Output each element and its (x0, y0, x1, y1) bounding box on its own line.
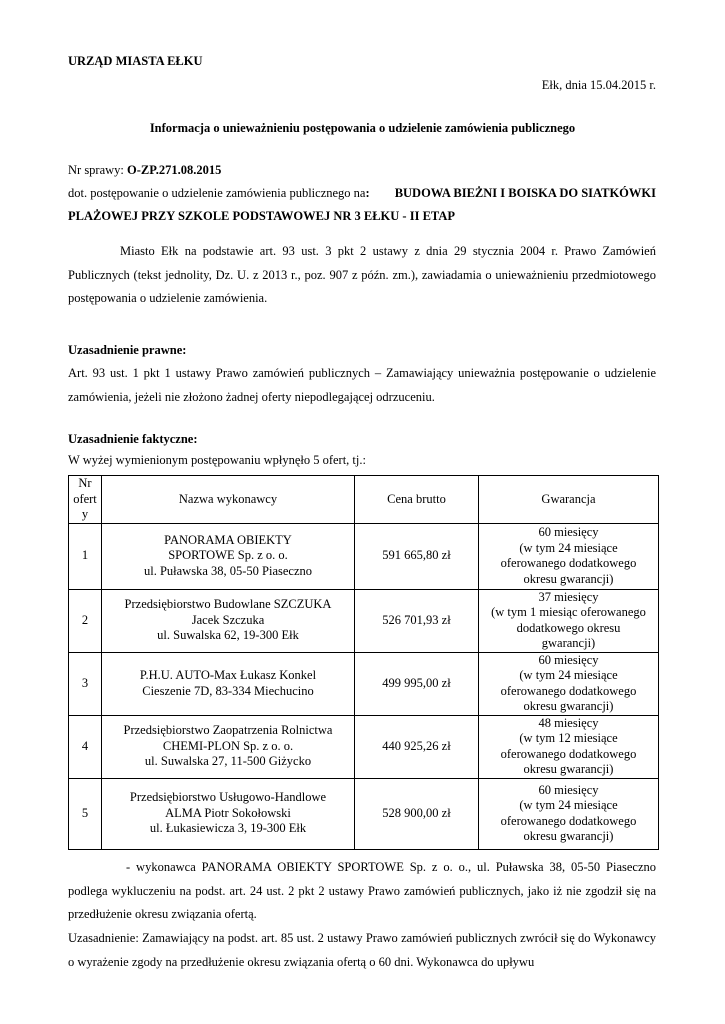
contractor-name: Przedsiębiorstwo Budowlane SZCZUKA Jacek Szczuka ul. Suwalska 62, 19-300 Ełk (102, 589, 355, 652)
offer-number: 1 (69, 523, 102, 589)
document-title: Informacja o unieważnieniu postępowania o udzielenie zamówienia publicznego (149, 121, 576, 135)
case-subject-prefix: dot. postępowanie o udzielenie zamówienia publicznego na (68, 186, 366, 200)
contractor-name: Przedsiębiorstwo Zaopatrzenia Rolnictwa CHEMI-PLON Sp. z o. o. ul. Suwalska 27, 11-500 Giżycko (102, 715, 355, 778)
offers-table (68, 475, 659, 850)
warranty: 60 miesięcy (w tym 24 miesiące oferowanego dodatkowego okresu gwarancji) (479, 523, 659, 589)
gross-price: 528 900,00 zł (355, 778, 479, 849)
legal-heading: Uzasadnienie prawne: (68, 343, 187, 357)
warranty: 60 miesięcy (w tym 24 miesiące oferowanego dodatkowego okresu gwarancji) (479, 778, 659, 849)
place-date: Ełk, dnia 15.04.2015 r. (541, 78, 656, 92)
warranty: 37 miesięcy (w tym 1 miesiąc oferowanego dodatkowego okresu gwarancji) (479, 589, 659, 652)
factual-heading: Uzasadnienie faktyczne: (68, 432, 198, 446)
contractor-name: Przedsiębiorstwo Usługowo-Handlowe ALMA Piotr Sokołowski ul. Łukasiewicza 3, 19-300 Ełk (102, 778, 355, 849)
warranty: 48 miesięcy (w tym 12 miesiące oferowanego dodatkowego okresu gwarancji) (479, 715, 659, 778)
gross-price: 499 995,00 zł (355, 652, 479, 715)
header-contractor-name: Nazwa wykonawcy (102, 476, 355, 524)
header-warranty: Gwarancja (479, 476, 659, 524)
justification-paragraph: Uzasadnienie: Zamawiający na podst. art. 85 ust. 2 ustawy Prawo zamówień publicznych zwrócił się do Wykonawcy o wyrażenie zgody na przedłużenie okresu związania ofertą o 60 dni. Wykonawca do upływu (68, 931, 656, 969)
gross-price: 440 925,26 zł (355, 715, 479, 778)
gross-price: 591 665,80 zł (355, 523, 479, 589)
contractor-name: PANORAMA OBIEKTY SPORTOWE Sp. z o. o. ul. Puławska 38, 05-50 Piaseczno (102, 523, 355, 589)
header-offer-number: Nr ofert y (69, 476, 102, 524)
office-name: URZĄD MIASTA EŁKU (68, 54, 203, 68)
case-subject-line (68, 186, 370, 201)
table-row (69, 715, 659, 778)
case-number-label: Nr sprawy: (68, 163, 128, 177)
offer-number: 3 (69, 652, 102, 715)
table-row (69, 589, 659, 652)
case-subject-line2: PLAŻOWEJ PRZY SZKOLE PODSTAWOWEJ NR 3 EŁKU - II ETAP (68, 209, 455, 223)
offer-number: 5 (69, 778, 102, 849)
case-number-line (68, 163, 221, 178)
case-subject-line1: BUDOWA BIEŻNI I BOISKA DO SIATKÓWKI (394, 186, 656, 200)
legal-text: Art. 93 ust. 1 pkt 1 ustawy Prawo zamówień publicznych – Zamawiający unieważnia postępowanie o udzielenie zamówienia, jeżeli nie złożono żadnej oferty niepodlegającej odrzuceniu. (68, 366, 656, 404)
gross-price: 526 701,93 zł (355, 589, 479, 652)
table-row (69, 778, 659, 849)
case-number: O-ZP.271.08.2015 (127, 163, 222, 177)
warranty: 60 miesięcy (w tym 24 miesiące oferowanego dodatkowego okresu gwarancji) (479, 652, 659, 715)
table-row (69, 652, 659, 715)
case-subject-colon: : (365, 186, 370, 200)
exclusion-paragraph: - wykonawca PANORAMA OBIEKTY SPORTOWE Sp. z o. o., ul. Puławska 38, 05-50 Piaseczno podlega wykluczeniu na podst. art. 24 ust. 2 pkt 2 ustawy Prawo zamówień publicznych, jako iż nie zgodził się na przedłużenie okresu związania ofertą. (68, 860, 656, 921)
table-header-row (69, 476, 659, 524)
table-row (69, 523, 659, 589)
offer-number: 4 (69, 715, 102, 778)
header-gross-price: Cena brutto (355, 476, 479, 524)
offer-number: 2 (69, 589, 102, 652)
factual-text: W wyżej wymienionym postępowaniu wpłynęło 5 ofert, tj.: (68, 453, 366, 467)
contractor-name: P.H.U. AUTO-Max Łukasz Konkel Cieszenie 7D, 83-334 Miechucino (102, 652, 355, 715)
intro-paragraph: Miasto Ełk na podstawie art. 93 ust. 3 pkt 2 ustawy z dnia 29 stycznia 2004 r. Prawo Zamówień Publicznych (tekst jednolity, Dz. U. z 2013 r., poz. 907 z późn. zm.), zawiadamia o unieważnieniu przedmiotowego postępowania o udzielenie zamówienia. (68, 244, 656, 305)
